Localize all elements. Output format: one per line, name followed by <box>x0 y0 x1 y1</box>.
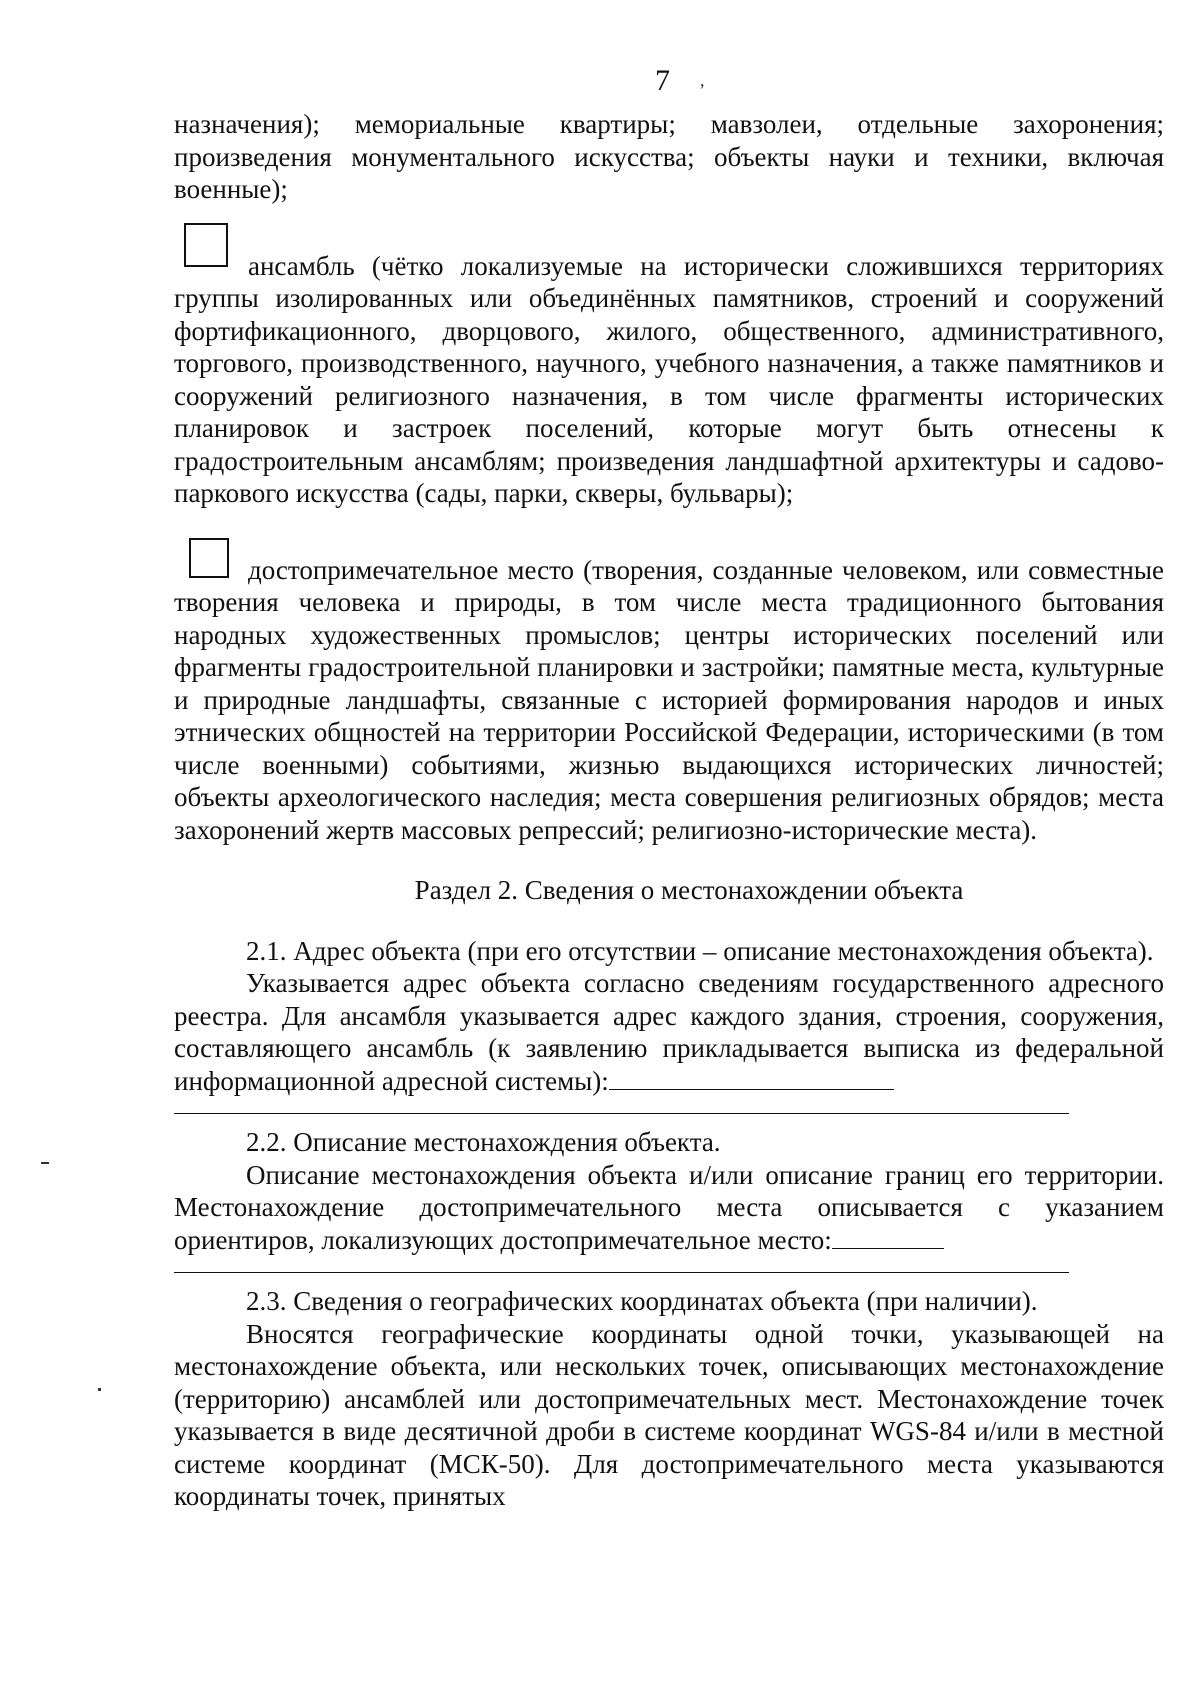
address-fill-line-2[interactable] <box>174 1097 1069 1114</box>
margin-scan-artifact <box>98 1388 101 1391</box>
ensemble-checkbox[interactable] <box>184 223 228 267</box>
ensemble-text: ансамбль (чётко локализуемые на исторически сложившихся территориях группы изолированных или объединённых памятников, строений и сооружений фортификационного, дворцового, жилого, общественного, административного, торгового, производственного, научного, учебного назначения, а также памятников и сооружений религиозного назначения, в том числе фрагменты исторических планировок и застроек поселений, которые могут быть отнесены к градостроительным ансамблям; произведения ландшафтной архитектуры и садово-паркового искусства (сады, парки, скверы, бульвары); <box>174 250 1164 508</box>
scan-mark: , <box>700 70 705 90</box>
location-fill-line[interactable] <box>832 1224 944 1249</box>
section-2-1-title: 2.1. Адрес объекта (при его отсутствии – описание местонахождения объекта). <box>246 935 1154 966</box>
section-2-2-body <box>174 1159 1164 1257</box>
document-body <box>174 108 1164 1513</box>
ensemble-option <box>174 250 1164 510</box>
landmark-text: достопримечательное место (творения, созданные человеком, или совместные творения человека и природы, в том числе места традиционного бытования народных художественных промыслов; центры исторических поселений или фрагменты градостроительной планировки и застройки; памятные места, культурные и природные ландшафты, связанные с историей формирования народов и иных этнических общностей на территории Российской Федерации, историческими (в том числе военными) событиями, жизнью выдающихся исторических личностей; объекты археологического наследия; места совершения религиозных обрядов; места захоронений жертв массовых репрессий; религиозно-исторические места). <box>174 554 1164 845</box>
margin-scan-artifact <box>41 1162 49 1164</box>
location-fill-line-2[interactable] <box>174 1256 1069 1273</box>
page-number: 7 <box>655 64 670 97</box>
landmark-option <box>174 554 1164 847</box>
address-fill-line[interactable] <box>609 1065 894 1090</box>
section-2-2-text: Описание местонахождения объекта и/или описание границ его территории. Местонахождение достопримечательного места описывается с указанием ориентиров, локализующих достопримечательное место: <box>174 1159 1164 1255</box>
landmark-checkbox[interactable] <box>189 538 229 578</box>
section-2-3-body: Вносятся географические координаты одной точки, указывающей на местонахождение объекта, или нескольких точек, описывающих местонахождение (территорию) ансамблей или достопримечательных мест. Местонахождение точек указывается в виде десятичной дроби в системе координат WGS-84 и/или в местной системе координат (МСК-50). Для достопримечательного места указываются координаты точек, принятых <box>174 1318 1164 1511</box>
section-2-1-body <box>174 967 1164 1097</box>
continuation-paragraph: назначения); мемориальные квартиры; мавзолеи, отдельные захоронения; произведения монументального искусства; объекты науки и техники, включая военные); <box>174 109 1164 204</box>
section-2-3-title: 2.3. Сведения о географических координатах объекта (при наличии). <box>246 1286 1038 1316</box>
section-heading: Раздел 2. Сведения о местонахождении объекта <box>414 875 964 905</box>
section-2-2-title: 2.2. Описание местонахождения объекта. <box>246 1127 721 1157</box>
section-2-1-text: Указывается адрес объекта согласно сведениям государственного адресного реестра. Для ансамбля указывается адрес каждого здания, строения, сооружения, составляющего ансамбль (к заявлению прикладывается выписка из федеральной информационной адресной системы): <box>174 968 1164 1096</box>
